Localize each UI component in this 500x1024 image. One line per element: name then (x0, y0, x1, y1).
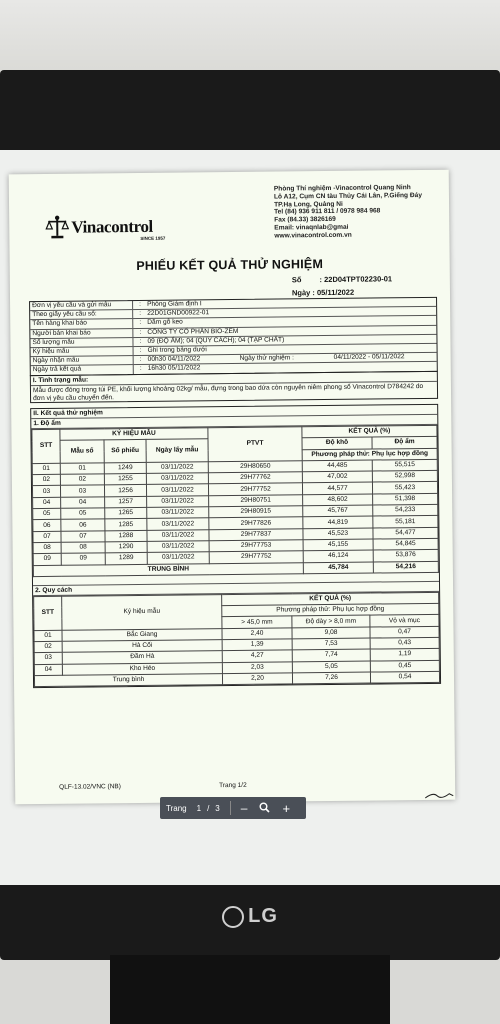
sample-status-section (30, 371, 438, 403)
info-row: Tên hàng khai báo : Dăm gỗ keo (30, 316, 436, 329)
sample-info-table (29, 297, 438, 376)
lg-logo-icon (222, 906, 244, 928)
table-cell: 07 (61, 531, 105, 543)
table-cell: Kho Héo (62, 662, 222, 675)
table-cell: 29H80915 (209, 506, 303, 518)
size-heading: 2. Quy cách (33, 581, 439, 596)
info-row: Ngày trả kết quả : 16h30 05/11/2022 (32, 364, 201, 374)
table-cell: 01 (60, 463, 104, 475)
sample-status-text: Mẫu được đóng trong túi PE, khối lượng khoảng 02kg/ mẫu, đựng trong bao dứa còn nguyên niêm phong số Vinacontrol D784242 do đơn vị yêu cầu chuyển đến. (32, 382, 424, 403)
table-cell: 51,398 (373, 493, 438, 505)
table-cell: 7,74 (292, 649, 370, 661)
table-cell: 1256 (104, 485, 146, 497)
table-cell: 7,53 (292, 638, 370, 650)
table-cell: 0,47 (370, 626, 439, 638)
pdf-toolbar: Trang 1 / 3 – + (160, 797, 306, 819)
table-cell: 09 (61, 553, 105, 565)
table-cell: 03 (32, 486, 60, 498)
table-cell: 29H77752 (208, 483, 302, 495)
table-cell: 01 (32, 463, 60, 475)
info-row: Theo giấy yêu cầu số: : 22D01GND00922-01 (30, 307, 436, 320)
col-stt: STT (32, 429, 60, 463)
table-cell: 04 (33, 497, 61, 509)
toolbar-divider (230, 801, 231, 815)
table-cell: 03/11/2022 (147, 496, 209, 508)
table-cell: 05 (33, 508, 61, 520)
table-cell: 1265 (105, 507, 147, 519)
table-cell: 03/11/2022 (146, 473, 208, 485)
table-cell: 29H77753 (209, 540, 303, 552)
average-moisture: 54,216 (373, 561, 438, 573)
minus-icon: – (240, 801, 248, 815)
table-cell: 03/11/2022 (147, 529, 209, 541)
col-stt: STT (34, 596, 62, 630)
col-ticket-no: Số phiếu (104, 440, 146, 463)
col-thickness: Độ dày > 8,0 mm (292, 616, 370, 628)
current-page-input[interactable]: 1 (196, 803, 202, 813)
moisture-rows (32, 459, 438, 565)
form-code: QLF-13.02/VNC (NB) (59, 783, 121, 791)
size-average-2: 7,26 (292, 672, 370, 684)
col-sample-no: Mẫu số (60, 440, 104, 463)
table-cell: 45,155 (303, 539, 373, 551)
table-cell: 08 (33, 542, 61, 554)
size-average-label: Trung bình (34, 674, 222, 687)
table-cell: 03 (60, 485, 104, 497)
table-cell: 29H77752 (209, 551, 303, 563)
col-result: KẾT QUẢ (%) (222, 592, 439, 606)
info-row: Số lượng mẫu : 09 (ĐỘ ẨM); 04 (QUY CÁCH); 04 (TẠP CHẤT) (30, 335, 436, 348)
table-cell: 48,602 (303, 494, 373, 506)
table-cell: 55,423 (372, 482, 437, 494)
scales-icon (45, 214, 69, 240)
table-cell: 55,181 (373, 516, 438, 528)
signature-mark (423, 790, 455, 800)
table-cell: 06 (33, 520, 61, 532)
table-cell: 54,233 (373, 504, 438, 516)
table-cell: 03/11/2022 (147, 552, 209, 564)
table-cell: 09 (33, 554, 61, 566)
table-cell: 29H77826 (209, 517, 303, 529)
test-method: Phương pháp thử: Phụ lục hợp đồng (302, 448, 437, 461)
table-cell: 03/11/2022 (146, 484, 208, 496)
table-cell: 1290 (105, 541, 147, 553)
table-cell: 29H77837 (209, 528, 303, 540)
moisture-heading: 1. Độ ẩm (31, 415, 437, 429)
table-cell: 2,40 (222, 628, 292, 640)
table-cell: 29H77762 (208, 472, 302, 484)
table-cell: 54,477 (373, 527, 438, 539)
table-cell: Hà Cối (62, 640, 222, 653)
average-dryness: 45,784 (303, 562, 373, 574)
col-bark: Vỏ và mục (370, 615, 439, 627)
size-average-3: 0,54 (370, 671, 439, 683)
table-cell: 1255 (104, 474, 146, 486)
plus-icon: + (282, 800, 291, 816)
table-cell: 01 (34, 630, 62, 642)
table-cell: 53,876 (373, 550, 438, 562)
sample-status-heading: I. Tình trạng mẫu: (31, 372, 437, 386)
table-cell: 1285 (105, 519, 147, 531)
table-cell: 55,515 (372, 459, 437, 471)
table-cell: 08 (61, 542, 105, 554)
report-date: Ngày : 05/11/2022 (291, 287, 355, 298)
col-sampling-date: Ngày lấy mẫu (146, 439, 208, 462)
report-title: PHIẾU KẾT QUẢ THỬ NGHIỆM (136, 257, 324, 273)
monitor-brand: LG (0, 905, 500, 928)
size-rows (34, 626, 439, 675)
col-sample-code: KÝ HIỆU MẪU (60, 428, 208, 441)
table-cell: 47,002 (302, 471, 372, 483)
table-cell: 07 (33, 531, 61, 543)
table-cell: 4,27 (222, 650, 292, 662)
table-cell: 02 (60, 474, 104, 486)
table-cell: 1249 (104, 462, 146, 474)
col-sample-code: Ký hiệu mẫu (62, 594, 222, 630)
table-cell: 45,767 (303, 505, 373, 517)
table-cell: 1289 (105, 553, 147, 565)
col-moisture: Độ ẩm (372, 437, 437, 449)
table-cell: 1,39 (222, 639, 292, 651)
table-cell: 2,03 (222, 662, 292, 674)
test-report-document (9, 170, 456, 805)
table-cell: 0,45 (370, 660, 439, 672)
table-cell: 05 (61, 508, 105, 520)
table-cell: 1,19 (370, 649, 439, 661)
table-cell: 1288 (105, 530, 147, 542)
zoom-in-button[interactable] (282, 801, 290, 816)
zoom-out-button[interactable] (241, 801, 248, 815)
table-cell: 02 (32, 474, 60, 486)
info-row: Người bán khai báo : CÔNG TY CỔ PHẦN BIO-ZEM (30, 325, 436, 338)
table-cell: 03 (34, 653, 62, 665)
monitor-stand (110, 955, 390, 1024)
table-cell: 04 (61, 497, 105, 509)
average-label: TRUNG BÌNH (33, 562, 303, 576)
table-cell: Bắc Giang (62, 628, 222, 641)
magnifier-icon (259, 802, 270, 813)
lab-address: Phòng Thí nghiệm -Vinacontrol Quang Ninh Lô A12, Cụm CN tàu Thủy Cái Lân, P.Giếng Đáy TP.Hạ Long, Quảng Ni Tel (84) 936 911 811 / 0978 984 968 Fax (84.33) 3826169 Email: vinaqnlab@gmai www.vinacontrol.com.vn (273, 184, 423, 240)
table-cell: 52,998 (372, 471, 437, 483)
results-heading: II. Kết quả thử nghiệm (31, 405, 437, 419)
info-row: Ký hiệu mẫu : Ghi trong bảng dưới (31, 344, 437, 357)
table-cell: 03/11/2022 (147, 507, 209, 519)
table-cell: 44,485 (302, 460, 372, 472)
table-cell: Đầm Hà (62, 651, 222, 664)
table-cell: 02 (34, 641, 62, 653)
table-cell: 5,05 (292, 661, 370, 673)
info-row: Đơn vị yêu cầu và gửi mẫu : Phòng Giám định I (30, 298, 436, 311)
test-method: Phương pháp thử: Phụ lục hợp đồng (222, 603, 439, 617)
report-number: Số : 22D04TPT02230-01 (291, 274, 393, 285)
moisture-table (31, 425, 439, 577)
page-number: Trang 1/2 (219, 781, 247, 790)
table-cell: 44,819 (303, 516, 373, 528)
col-ptvt: PTVT (208, 427, 302, 462)
info-row: Ngày nhận mẫu : 00h30 04/11/2022 Ngày thử nghiệm : 04/11/2022 - 05/11/2022 (31, 353, 437, 366)
table-cell: 44,577 (302, 483, 372, 495)
test-results-section (30, 404, 441, 688)
table-cell: 45,523 (303, 528, 373, 540)
table-cell: 06 (61, 519, 105, 531)
table-cell: 29H80751 (209, 495, 303, 507)
size-table (33, 592, 440, 688)
table-cell: 46,124 (303, 550, 373, 562)
table-cell: 0,43 (370, 637, 439, 649)
table-cell: 03/11/2022 (147, 518, 209, 530)
table-cell: 29H80650 (208, 461, 302, 473)
table-cell: 1257 (105, 496, 147, 508)
col-over-45mm: > 45,0 mm (222, 616, 292, 628)
table-cell: 03/11/2022 (147, 541, 209, 553)
page-label: Trang (166, 803, 187, 813)
zoom-button[interactable] (259, 802, 270, 815)
col-result: KẾT QUẢ (%) (302, 425, 437, 438)
col-dryness: Độ khô (302, 437, 372, 449)
table-cell: 03/11/2022 (146, 462, 208, 474)
table-cell: 54,845 (373, 538, 438, 550)
size-average-1: 2,20 (222, 673, 292, 685)
total-pages: 3 (215, 803, 220, 813)
table-cell: 04 (34, 664, 62, 676)
table-cell: 9,08 (292, 627, 370, 639)
